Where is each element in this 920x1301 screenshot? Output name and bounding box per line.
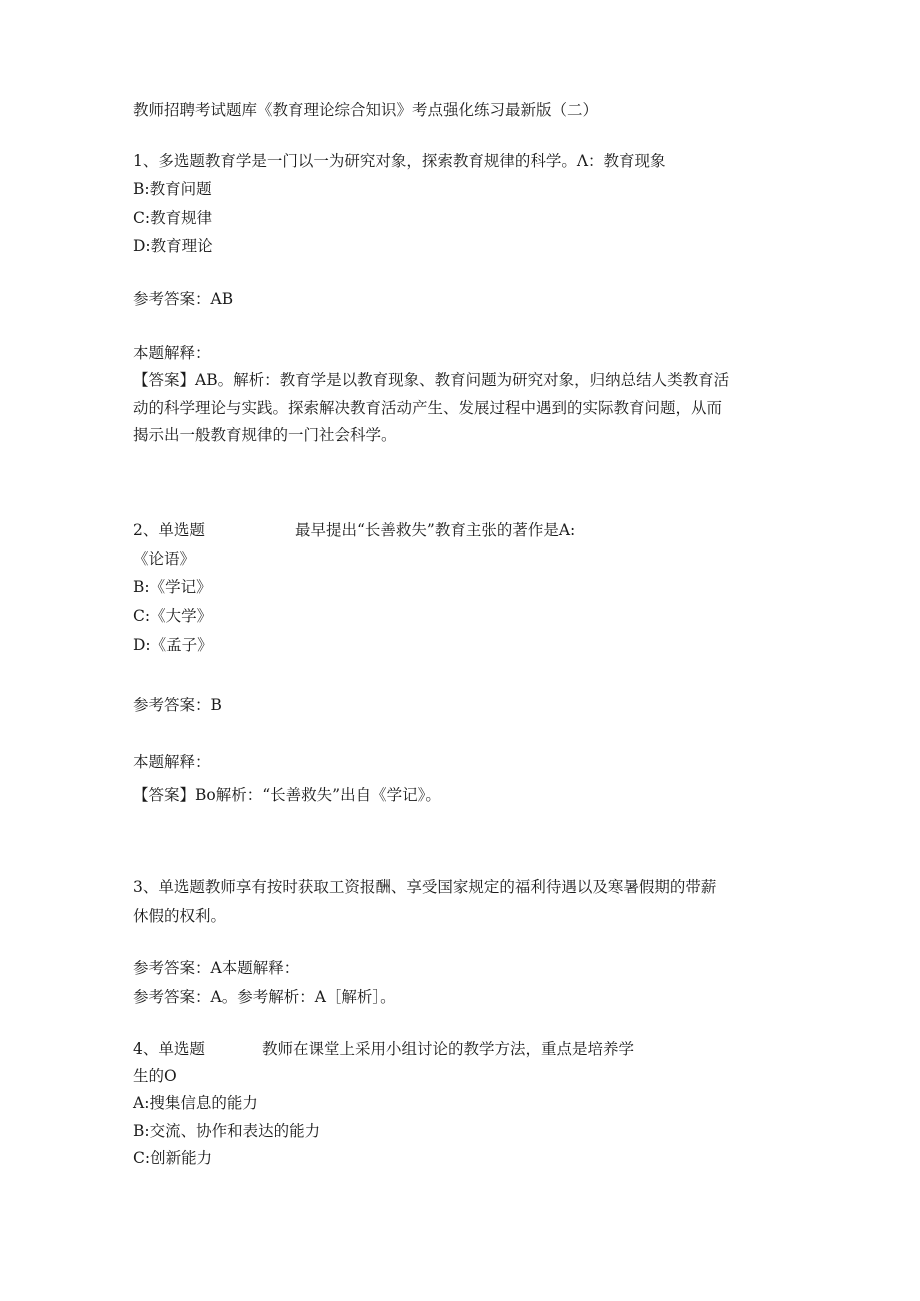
q2-option-b: B:《学记》 (133, 578, 212, 596)
q2-option-a: 《论语》 (133, 550, 196, 568)
q2-stem: 最早提出“长善救失”教育主张的著作是A: (295, 521, 576, 539)
q1-option-b: B:教育问题 (133, 180, 212, 198)
q2-option-c: C:《大学》 (133, 607, 213, 625)
q2-option-d: D:《孟子》 (133, 636, 213, 654)
q1-explanation-line1: 【答案】AB。解析：教育学是以教育现象、教育问题为研究对象，归纳总结人类教育活 (133, 371, 730, 389)
q1-explanation-label: 本题解释： (133, 344, 211, 362)
q4-stem-line2: 生的O (133, 1067, 177, 1085)
q1-option-c: C:教育规律 (133, 209, 213, 227)
q4-number: 4、单选题 (133, 1040, 205, 1058)
q3-answer: 参考答案：A本题解释： (133, 959, 300, 977)
q4-stem: 教师在课堂上采用小组讨论的教学方法，重点是培养学 (262, 1040, 635, 1058)
q1-explanation-line3: 揭示出一般教育规律的一门社会科学。 (133, 426, 397, 444)
q4-option-b: B:交流、协作和表达的能力 (133, 1122, 321, 1140)
q4-option-c: C:创新能力 (133, 1149, 213, 1167)
q2-number: 2、单选题 (133, 521, 205, 539)
q2-explanation-label: 本题解释： (133, 753, 211, 771)
q1-option-d: D:教育理论 (133, 237, 213, 255)
q3-stem-line1: 3、单选题教师享有按时获取工资报酬、享受国家规定的福利待遇以及寒暑假期的带薪 (133, 878, 717, 896)
q1-answer: 参考答案：AB (133, 290, 234, 308)
document-title: 教师招聘考试题库《教育理论综合知识》考点强化练习最新版（二） (133, 101, 599, 119)
q1-stem: 1、多选题教育学是一门以一为研究对象，探索教育规律的科学。Λ：教育现象 (133, 152, 666, 170)
q2-explanation-line1: 【答案】Bo解析：“长善救失”出自《学记》。 (133, 786, 441, 804)
q4-option-a: A:搜集信息的能力 (133, 1094, 258, 1112)
q3-stem-line2: 休假的权利。 (133, 907, 227, 925)
q3-explanation: 参考答案：A。参考解析：A［解析］。 (133, 988, 396, 1006)
q2-answer: 参考答案：B (133, 696, 222, 714)
q1-explanation-line2: 动的科学理论与实践。探索解决教育活动产生、发展过程中遇到的实际教育问题，从而 (133, 399, 723, 417)
